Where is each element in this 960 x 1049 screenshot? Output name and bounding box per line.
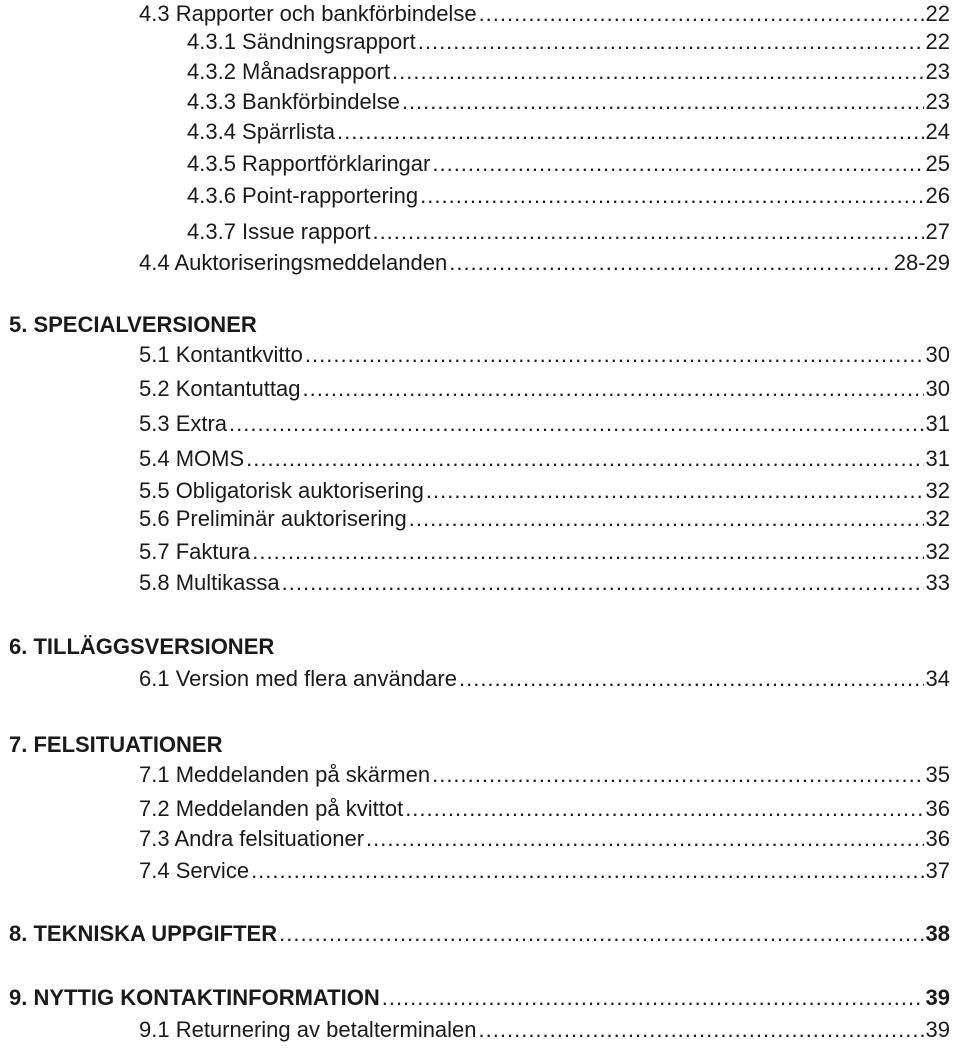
toc-entry[interactable] [187, 218, 950, 246]
toc-entry-page: 28-29 [893, 250, 950, 275]
toc-entry-page: 25 [925, 151, 950, 176]
toc-entry-label: 5.6 Preliminär auktorisering [139, 506, 407, 531]
toc-entry-label: 6.1 Version med flera användare [139, 666, 457, 691]
section-heading: 5. SPECIALVERSIONER [9, 312, 257, 337]
dot-leader [382, 984, 924, 1012]
dot-leader [479, 0, 924, 28]
dot-leader [279, 920, 923, 948]
toc-entry-page: 27 [925, 219, 950, 244]
toc-entry-page: 34 [925, 666, 950, 691]
dot-leader [459, 665, 924, 693]
toc-entry-page: 26 [925, 183, 950, 208]
toc-entry-label: 4.3 Rapporter och bankförbindelse [139, 1, 477, 26]
toc-entry-label: 7.4 Service [139, 858, 250, 883]
dot-leader [409, 505, 924, 533]
toc-entry-label: 4.3.4 Spärrlista [187, 119, 335, 144]
dot-leader [229, 410, 923, 438]
toc-entry[interactable] [139, 761, 950, 789]
toc-entry[interactable] [9, 920, 950, 948]
toc-entry-page: 35 [925, 762, 950, 787]
dot-leader [252, 538, 923, 566]
toc-entry[interactable] [139, 410, 950, 438]
dot-leader [426, 477, 924, 505]
toc-entry-label: 4.4 Auktoriseringsmeddelanden [139, 250, 448, 275]
toc-entry-page: 38 [925, 921, 950, 946]
toc-entry-page: 30 [925, 376, 950, 401]
dot-leader [337, 118, 924, 146]
dot-leader [418, 28, 924, 56]
toc-entry-label: 4.3.3 Bankförbindelse [187, 89, 400, 114]
toc-entry-page: 23 [925, 59, 950, 84]
toc-entry-page: 32 [925, 539, 950, 564]
toc-entry[interactable] [139, 341, 950, 369]
toc-entry[interactable] [187, 118, 950, 146]
dot-leader [372, 218, 923, 246]
toc-entry[interactable] [187, 88, 950, 116]
toc-entry-label: 4.3.7 Issue rapport [187, 219, 371, 244]
toc-entry-label: 7.1 Meddelanden på skärmen [139, 762, 431, 787]
toc-entry-label: 5.1 Kontantkvitto [139, 342, 303, 367]
toc-entry[interactable] [139, 665, 950, 693]
section-heading: 7. FELSITUATIONER [9, 732, 223, 757]
toc-entry-label: 4.3.2 Månadsrapport [187, 59, 391, 84]
dot-leader [405, 795, 923, 823]
toc-entry-page: 32 [925, 506, 950, 531]
toc-entry-page: 39 [925, 1017, 950, 1042]
toc-entry[interactable] [187, 28, 950, 56]
toc-entry[interactable] [139, 857, 950, 885]
dot-leader [246, 445, 923, 473]
toc-entry[interactable] [139, 375, 950, 403]
section-heading: 6. TILLÄGGSVERSIONER [9, 634, 275, 659]
dot-leader [305, 341, 924, 369]
toc-entry-page: 31 [925, 411, 950, 436]
toc-entry-label: 5.4 MOMS [139, 446, 245, 471]
toc-entry[interactable] [139, 795, 950, 823]
toc-entry[interactable] [187, 150, 950, 178]
toc-entry[interactable] [139, 445, 950, 473]
dot-leader [251, 857, 923, 885]
toc-entry-label: 5.7 Faktura [139, 539, 251, 564]
toc-entry[interactable] [139, 569, 950, 597]
toc-entry[interactable] [187, 182, 950, 210]
toc-entry[interactable] [139, 0, 950, 28]
toc-entry-page: 36 [925, 826, 950, 851]
toc-entry[interactable] [139, 505, 950, 533]
toc-entry-label: 7.3 Andra felsituationer [139, 826, 365, 851]
toc-entry[interactable] [139, 477, 950, 505]
toc-entry[interactable] [139, 538, 950, 566]
toc-entry[interactable] [9, 984, 950, 1012]
toc-entry-page: 32 [925, 478, 950, 503]
toc-entry-label: 4.3.5 Rapportförklaringar [187, 151, 431, 176]
toc-entry-page: 39 [925, 985, 950, 1010]
dot-leader [402, 88, 924, 116]
dot-leader [449, 249, 892, 277]
toc-entry-page: 31 [925, 446, 950, 471]
dot-leader [282, 569, 924, 597]
dot-leader [366, 825, 923, 853]
dot-leader [479, 1016, 924, 1044]
dot-leader [302, 375, 923, 403]
dot-leader [392, 58, 923, 86]
toc-entry[interactable] [139, 249, 950, 277]
toc-entry-label: 4.3.6 Point-rapportering [187, 183, 419, 208]
toc-entry[interactable] [187, 58, 950, 86]
toc-entry-page: 37 [925, 858, 950, 883]
toc-entry-page: 33 [925, 570, 950, 595]
dot-leader [432, 761, 923, 789]
dot-leader [420, 182, 923, 210]
toc-entry-label: 7.2 Meddelanden på kvittot [139, 796, 404, 821]
toc-entry-page: 22 [925, 29, 950, 54]
toc-entry-label: 9.1 Returnering av betalterminalen [139, 1017, 477, 1042]
toc-entry-label: 9. NYTTIG KONTAKTINFORMATION [9, 985, 380, 1010]
toc-entry-label: 5.5 Obligatorisk auktorisering [139, 478, 424, 503]
toc-entry-label: 5.2 Kontantuttag [139, 376, 301, 401]
toc-entry-page: 23 [925, 89, 950, 114]
toc-entry[interactable] [139, 825, 950, 853]
toc-entry-label: 5.3 Extra [139, 411, 228, 436]
toc-entry-label: 5.8 Multikassa [139, 570, 280, 595]
toc-entry-page: 24 [925, 119, 950, 144]
toc-entry-label: 4.3.1 Sändningsrapport [187, 29, 416, 54]
toc-entry-page: 22 [925, 1, 950, 26]
toc-entry[interactable] [139, 1016, 950, 1044]
toc-entry-page: 30 [925, 342, 950, 367]
toc-entry-page: 36 [925, 796, 950, 821]
dot-leader [432, 150, 923, 178]
toc-entry-label: 8. TEKNISKA UPPGIFTER [9, 921, 278, 946]
